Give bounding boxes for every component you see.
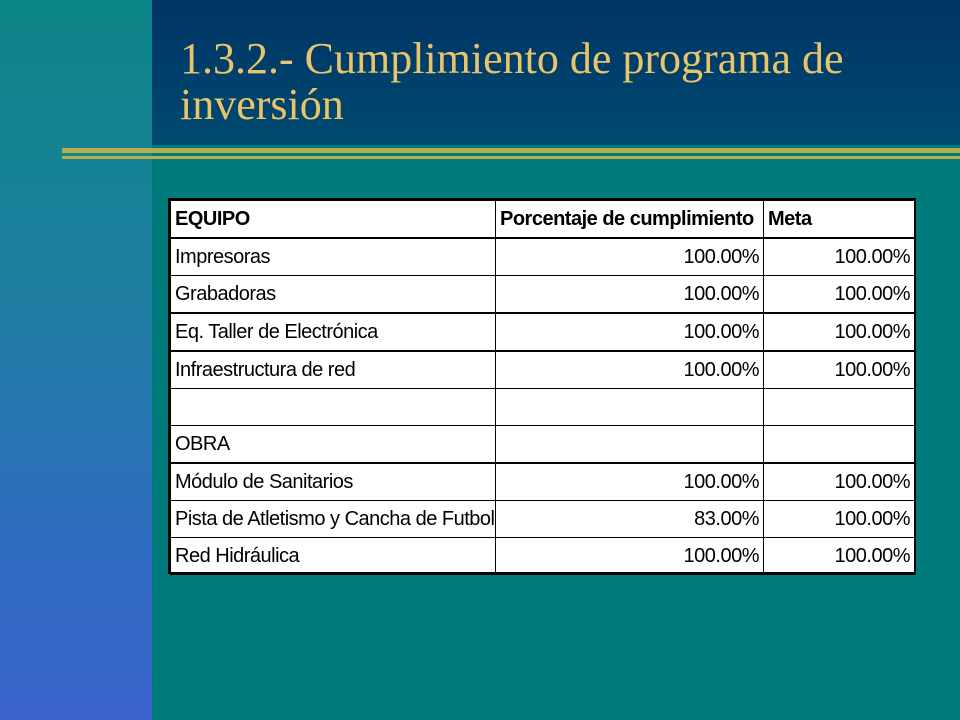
row-label: Red Hidráulica xyxy=(171,538,496,575)
row-porcentaje xyxy=(496,426,764,464)
table-row-empty xyxy=(171,389,915,426)
slide-title: 1.3.2.- Cumplimiento de programa de inversión xyxy=(180,34,844,129)
table-row xyxy=(171,313,915,351)
section-label-obra: OBRA xyxy=(171,426,496,464)
row-meta: 100.00% xyxy=(764,238,915,276)
header-porcentaje: Porcentaje de cumplimiento xyxy=(496,201,764,239)
table-header-row xyxy=(171,201,915,239)
row-porcentaje xyxy=(496,389,764,426)
title-rule-bottom xyxy=(62,156,960,159)
row-meta: 100.00% xyxy=(764,501,915,538)
header-meta: Meta xyxy=(764,201,915,239)
row-porcentaje: 83.00% xyxy=(496,501,764,538)
investment-table-container xyxy=(168,198,916,574)
row-label: Grabadoras xyxy=(171,276,496,314)
left-gradient-band xyxy=(0,0,152,720)
table-row xyxy=(171,238,915,276)
row-porcentaje: 100.00% xyxy=(496,238,764,276)
header-equipo: EQUIPO xyxy=(171,201,496,239)
row-porcentaje: 100.00% xyxy=(496,538,764,575)
table-section-row xyxy=(171,426,915,464)
row-porcentaje: 100.00% xyxy=(496,276,764,314)
row-label: Impresoras xyxy=(171,238,496,276)
row-meta: 100.00% xyxy=(764,276,915,314)
row-porcentaje: 100.00% xyxy=(496,313,764,351)
row-porcentaje: 100.00% xyxy=(496,463,764,501)
row-meta: 100.00% xyxy=(764,313,915,351)
table-row xyxy=(171,276,915,314)
title-rule-top xyxy=(62,148,960,153)
row-label: Eq. Taller de Electrónica xyxy=(171,313,496,351)
row-label xyxy=(171,389,496,426)
row-meta: 100.00% xyxy=(764,463,915,501)
table-row xyxy=(171,538,915,575)
investment-table xyxy=(170,200,915,575)
row-meta: 100.00% xyxy=(764,538,915,575)
row-meta: 100.00% xyxy=(764,351,915,389)
table-row xyxy=(171,501,915,538)
row-meta xyxy=(764,389,915,426)
row-porcentaje: 100.00% xyxy=(496,351,764,389)
row-label: Infraestructura de red xyxy=(171,351,496,389)
row-label: Pista de Atletismo y Cancha de Futbol xyxy=(171,501,496,538)
row-meta xyxy=(764,426,915,464)
table-row xyxy=(171,351,915,389)
table-row xyxy=(171,463,915,501)
row-label: Módulo de Sanitarios xyxy=(171,463,496,501)
